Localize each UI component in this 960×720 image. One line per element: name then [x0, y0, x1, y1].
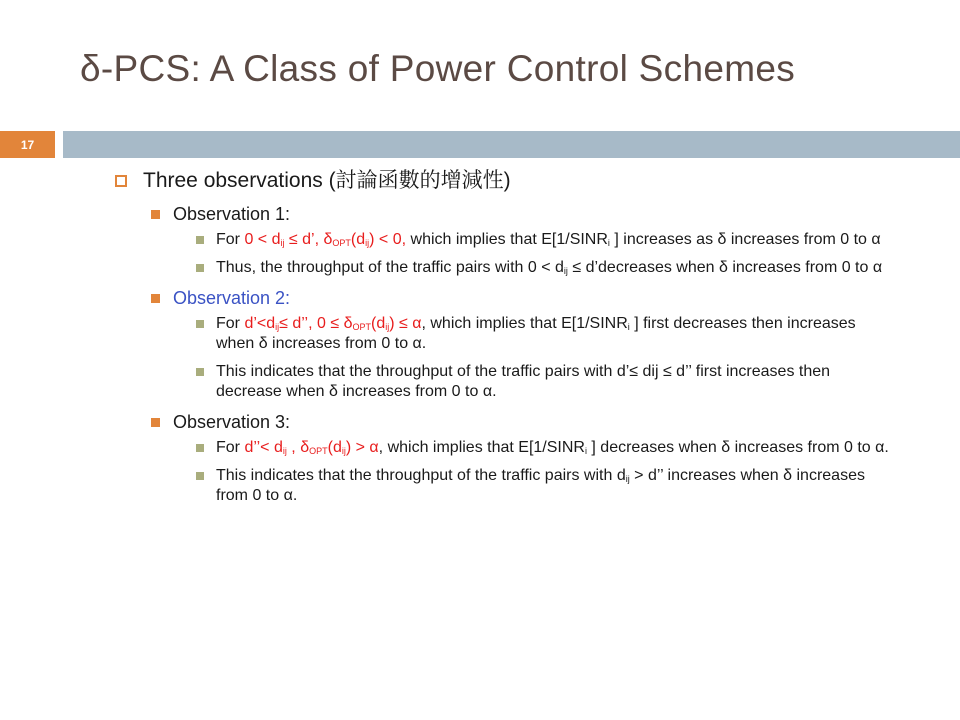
page-number-badge: 17 — [0, 131, 55, 158]
observation-2-statement-1: For $d’<d_{ij}\le d$’’, $0 \le \delta_{OPT}(d_{ij}) \le \alpha$, which implies that $E[1/SINR_i$ ] first decreases then increases when δ increases from 0 to α. — [216, 314, 896, 354]
square-bullet-icon — [196, 320, 204, 328]
observation-3-statement-2: This indicates that the throughput of the traffic pairs with $d_{ij} > d$’’ increases when δ increases from 0 to α. — [216, 466, 896, 506]
main-bullet-text: Three observations — [143, 169, 323, 192]
square-bullet-icon — [115, 175, 127, 187]
slide-content — [0, 166, 960, 514]
observation-3-statement-1: For d’’< $d_{ij}$ , $\delta_{OPT}(d_{ij}) > \alpha$, which implies that $E[1/SINR_i$ ] decreases when δ increases from 0 to α. — [216, 438, 896, 458]
observation-1-statement-1: For $0 < d_{ij} \le d$’, $\delta_{OPT}(d_{ij}) < 0$, which implies that $E[1/SINR_i$ ] increases as δ increases from 0 to α — [216, 230, 896, 250]
condition-expression: $0 < d_{ij} \le d$’, $\delta_{OPT}(d_{ij}) < 0$, — [244, 231, 407, 248]
header-bar — [63, 131, 960, 158]
square-bullet-icon — [196, 472, 204, 480]
observation-3-heading: Observation 3: — [173, 410, 960, 434]
square-bullet-icon — [151, 294, 160, 303]
condition-expression: $d’<d_{ij}\le d$’’, $0 \le \delta_{OPT}(d_{ij}) \le \alpha$ — [244, 315, 422, 332]
main-bullet-chinese: (討論函數的增減性) — [322, 169, 511, 192]
square-bullet-icon — [151, 210, 160, 219]
square-bullet-icon — [196, 368, 204, 376]
main-bullet — [143, 166, 960, 196]
observation-2-heading: Observation 2: — [173, 286, 960, 310]
observation-1-heading: Observation 1: — [173, 202, 960, 226]
square-bullet-icon — [196, 236, 204, 244]
observation-2-statement-2: This indicates that the throughput of the traffic pairs with d’≤ dij ≤ d’’ first increases then decrease when δ increases from 0 to α. — [216, 362, 896, 402]
condition-expression: d’’< $d_{ij}$ , $\delta_{OPT}(d_{ij}) > \alpha$ — [244, 439, 379, 456]
slide-title: δ-PCS: A Class of Power Control Schemes — [80, 48, 796, 89]
observation-1-statement-2: Thus, the throughput of the traffic pairs with $0 < d_{ij}$ ≤ d’decreases when δ increases from 0 to α — [216, 258, 896, 278]
square-bullet-icon — [151, 418, 160, 427]
square-bullet-icon — [196, 444, 204, 452]
square-bullet-icon — [196, 264, 204, 272]
